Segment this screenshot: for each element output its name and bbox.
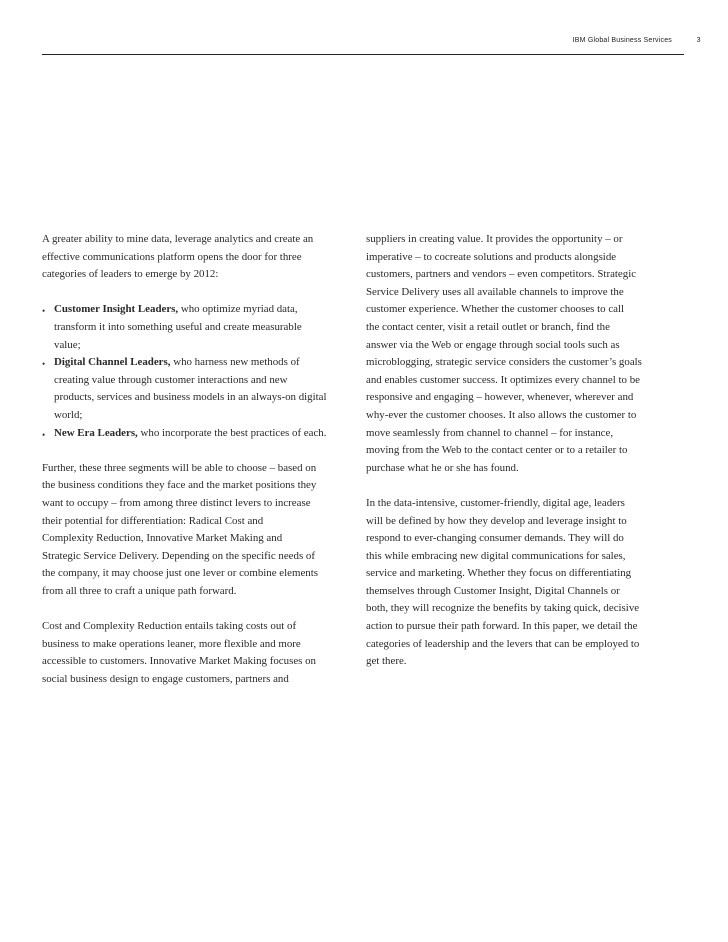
leader-categories-list	[42, 301, 348, 442]
leader-category-name: New Era Leaders,	[54, 426, 138, 439]
page-header	[572, 37, 701, 44]
service-delivery-paragraph: suppliers in creating value. It provides the opportunity – or imperative – to cocreate solutions and products alongside customers, partners and vendors – even competitors. Strategic Service Delivery uses all available channels to improve the customer experience. Whether the customer chooses to call the contact center, visit a retail outlet or branch, find the answer via the Web or engage through social tools such as microblogging, strategic service considers the customer’s goals and enables customer success. It optimizes every channel to be responsive and engaging – however, whenever, wherever and why-ever the customer chooses. It also allows the customer to move seamlessly from channel to channel – for instance, moving from the Web to the contact center or to a retailer to purchase what he or she has found.	[366, 233, 642, 474]
page-number: 3	[696, 37, 701, 44]
levers-paragraph: Further, these three segments will be able to choose – based on the business conditions they face and the market positions they want to occupy – from among three distinct levers to increase their potential for differentiation: Radical Cost and Complexity Reduction, Innovative Market Making and Strategic Service Delivery. Depending on the specific needs of the company, it may choose just one lever or combine elements from all three to craft a unique path forward.	[42, 461, 319, 597]
leader-category-name: Digital Channel Leaders,	[54, 356, 171, 369]
list-item	[42, 301, 348, 354]
conclusion-paragraph: In the data-intensive, customer-friendly, digital age, leaders will be defined by how they develop and leverage insight to respond to ever-changing consumer demands. They will do this while embracing new digital communications for sales, service and marketing. Whether they focus on differentiating themselves through Customer Insight, Digital Channels or both, they will recognize the benefits by taking quick, decisive action to pursue their path forward. In this paper, we detail the categories of leadership and the levers that can be employed to get there.	[366, 496, 640, 668]
right-column	[366, 231, 696, 671]
bullet-marker: •	[42, 429, 46, 440]
leader-category-description: who incorporate the best practices of each.	[137, 426, 327, 439]
cost-reduction-paragraph: Cost and Complexity Reduction entails taking costs out of business to make operations leaner, more flexible and more accessible to customers. Innovative Market Making focuses on social business design to engage customers, partners and	[42, 620, 317, 685]
list-item	[42, 354, 348, 424]
leader-category-name: Customer Insight Leaders,	[54, 303, 179, 316]
leader-category-description: who optimize myriad data, transform it into something useful and create measurable value;	[54, 303, 302, 351]
bullet-marker: •	[42, 306, 46, 317]
header-title: IBM Global Business Services	[572, 37, 672, 44]
bullet-marker: •	[42, 359, 46, 370]
leader-category-description: who harness new methods of creating value through customer interactions and new products, services and business models in an always-on digital world;	[54, 356, 327, 421]
header-rule	[42, 54, 684, 55]
list-item	[42, 425, 348, 443]
intro-paragraph: A greater ability to mine data, leverage analytics and create an effective communications platform opens the door for three categories of leaders to emerge by 2012:	[42, 233, 314, 281]
left-column	[42, 231, 348, 688]
